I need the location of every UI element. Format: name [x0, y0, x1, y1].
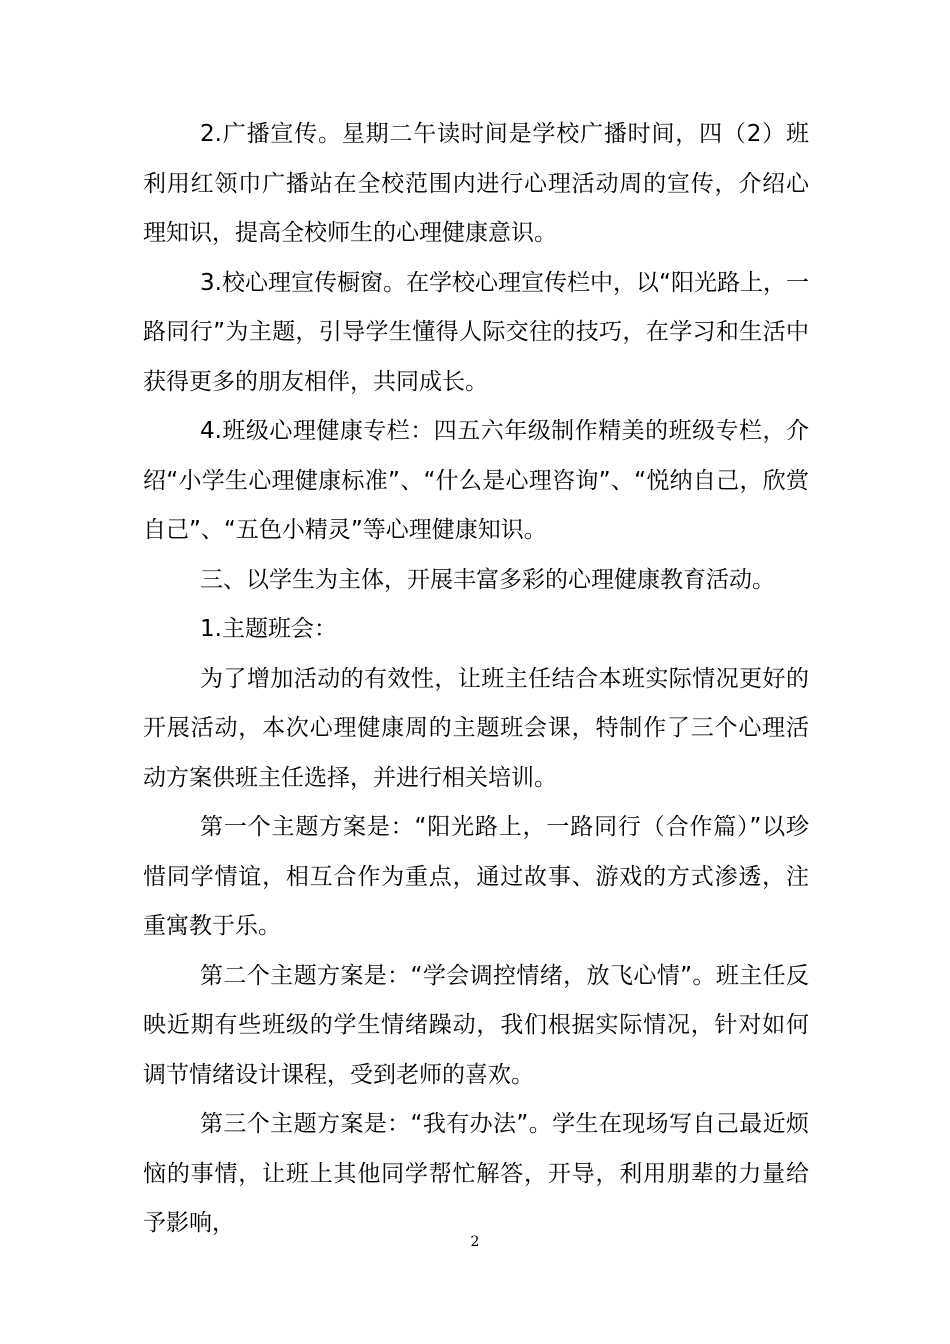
paragraph-column: 4.班级心理健康专栏：四五六年级制作精美的班级专栏，介绍“小学生心理健康标准”、“什么是心理咨询”、“悦纳自己，欣赏自己”、“五色小精灵”等心理健康知识。 — [143, 418, 809, 543]
paragraph-plan-one: 第一个主题方案是：“阳光路上，一路同行（合作篇）”以珍惜同学情谊，相互合作为重点，通过故事、游戏的方式渗透，注重寓教于乐。 — [143, 814, 809, 939]
paragraph-effectiveness: 为了增加活动的有效性，让班主任结合本班实际情况更好的开展活动，本次心理健康周的主题班会课，特制作了三个心理活动方案供班主任选择，并进行相关培训。 — [143, 665, 809, 791]
page-number: 2 — [470, 1234, 480, 1250]
paragraph-window: 3.校心理宣传橱窗。在学校心理宣传栏中，以“阳光路上，一路同行”为主题，引导学生懂得人际交往的技巧，在学习和生活中获得更多的朋友相伴，共同成长。 — [143, 269, 809, 395]
paragraph-plan-three: 第三个主题方案是：“我有办法”。学生在现场写自己最近烦恼的事情，让班上其他同学帮忙解答，开导，利用朋辈的力量给予影响， — [143, 1111, 809, 1236]
paragraph-plan-two: 第二个主题方案是：“学会调控情绪，放飞心情”。班主任反映近期有些班级的学生情绪躁动，我们根据实际情况，针对如何调节情绪设计课程，受到老师的喜欢。 — [143, 962, 809, 1088]
section-heading: 三、以学生为主体，开展丰富多彩的心理健康教育活动。 — [200, 566, 775, 593]
paragraph-broadcast: 2.广播宣传。星期二午读时间是学校广播时间，四（2）班利用红领巾广播站在全校范围内进行心理活动周的宣传，介绍心理知识，提高全校师生的心理健康意识。 — [143, 121, 809, 246]
body-text — [143, 110, 809, 1249]
subheading-class-meeting: 1.主题班会： — [200, 616, 337, 642]
